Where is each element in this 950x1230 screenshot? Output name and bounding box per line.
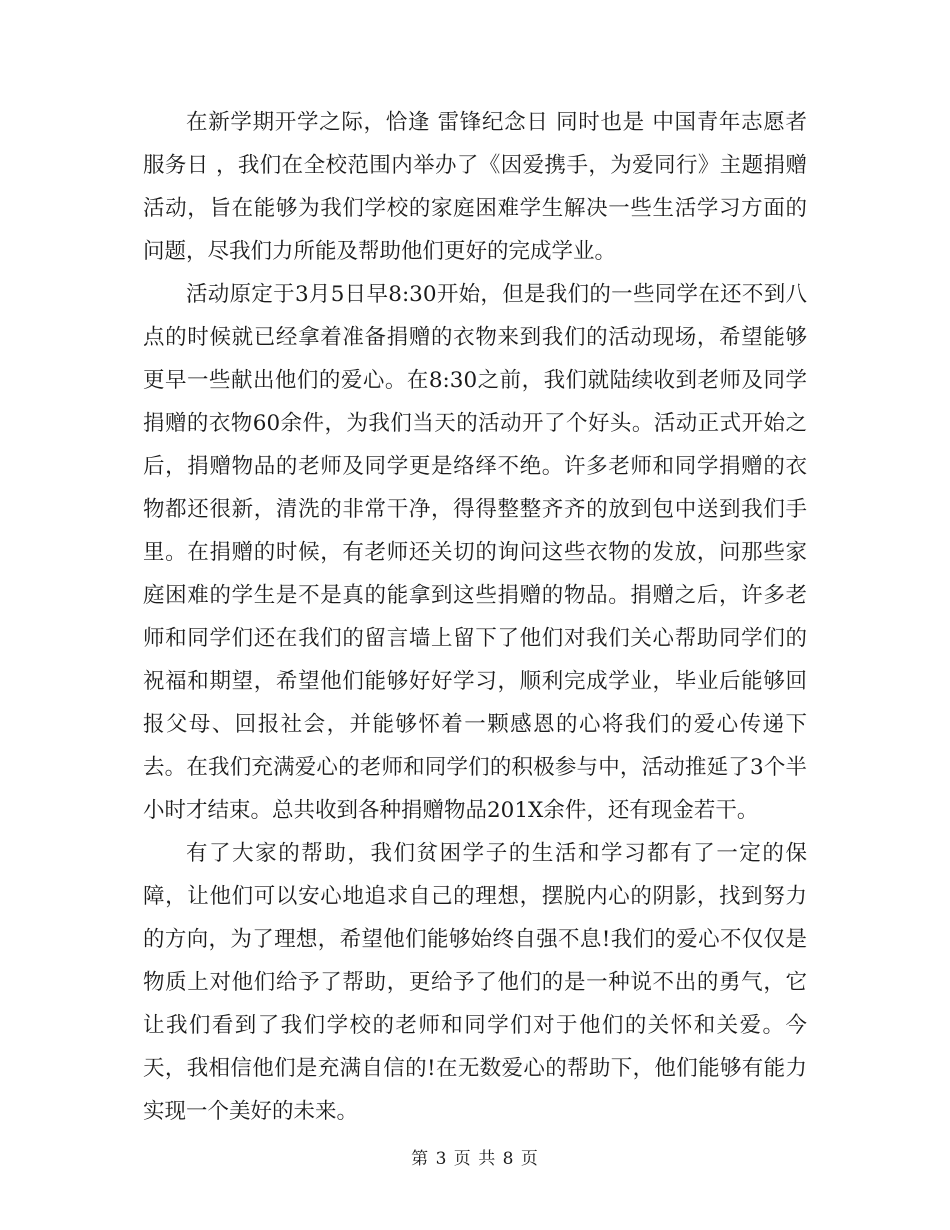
document-body [143, 101, 807, 1133]
page-number-footer: 第 3 页 共 8 页 [411, 1149, 539, 1169]
paragraph-3: 有了大家的帮助，我们贫困学子的生活和学习都有了一定的保障，让他们可以安心地追求自己的理想，摆脱内心的阴影，找到努力的方向，为了理想，希望他们能够始终自强不息!我们的爱心不仅仅是物质上对他们给予了帮助，更给予了他们的是一种说不出的勇气，它让我们看到了我们学校的老师和同学们对于他们的关怀和关爱。今天，我相信他们是充满自信的!在无数爱心的帮助下，他们能够有能力实现一个美好的未来。 [143, 841, 807, 1124]
paragraph-1: 在新学期开学之际，恰逢 雷锋纪念日 同时也是 中国青年志愿者服务日 ，我们在全校范围内举办了《因爱携手，为爱同行》主题捐赠活动，旨在能够为我们学校的家庭困难学生解决一些生活学习方面的问题，尽我们力所能及帮助他们更好的完成学业。 [143, 110, 807, 264]
paragraph-2: 活动原定于3月5日早8:30开始，但是我们的一些同学在还不到八点的时候就已经拿着准备捐赠的衣物来到我们的活动现场，希望能够更早一些献出他们的爱心。在8:30之前，我们就陆续收到老师及同学捐赠的衣物60余件，为我们当天的活动开了个好头。活动正式开始之后，捐赠物品的老师及同学更是络绎不绝。许多老师和同学捐赠的衣物都还很新，清洗的非常干净，得得整整齐齐的放到包中送到我们手里。在捐赠的时候，有老师还关切的询问这些衣物的发放，问那些家庭困难的学生是不是真的能拿到这些捐赠的物品。捐赠之后，许多老师和同学们还在我们的留言墙上留下了他们对我们关心帮助同学们的祝福和期望，希望他们能够好好学习，顺利完成学业，毕业后能够回报父母、回报社会，并能够怀着一颗感恩的心将我们的爱心传递下去。在我们充满爱心的老师和同学们的积极参与中，活动推延了3个半小时才结束。总共收到各种捐赠物品201X余件，还有现金若干。 [143, 282, 807, 823]
